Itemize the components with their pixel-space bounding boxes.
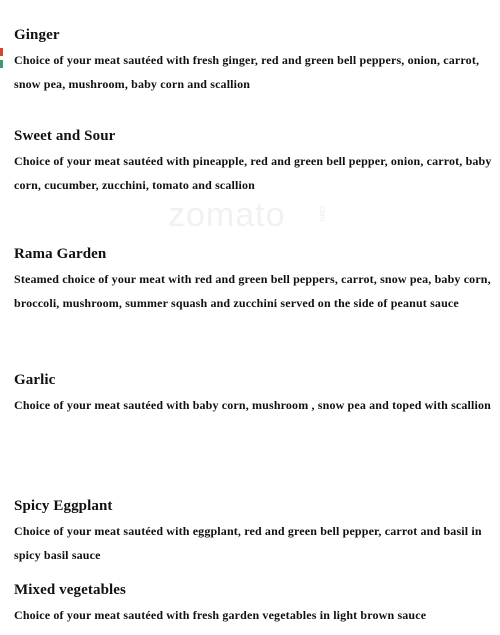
edge-mark-green: [0, 60, 3, 68]
zomato-watermark-suffix: .com: [318, 204, 327, 222]
menu-item-title: Rama Garden: [14, 246, 107, 262]
edge-color-mark: [0, 48, 3, 74]
menu-item-description: Choice of your meat sautéed with pineapple, red and green bell pepper, onion, carrot, baby corn, cucumber, zucchini, tomato and scallion: [14, 154, 492, 192]
menu-item-rama-garden: [14, 245, 492, 315]
menu-item-description: Choice of your meat sautéed with fresh garden vegetables in light brown sauce: [14, 608, 427, 622]
menu-item-title: Garlic: [14, 372, 56, 388]
menu-item-description: Choice of your meat sautéed with fresh ginger, red and green bell peppers, onion, carrot, snow pea, mushroom, baby corn and scallion: [14, 53, 480, 91]
menu-item-description: Choice of your meat sautéed with eggplant, red and green bell pepper, carrot and basil in spicy basil sauce: [14, 524, 482, 562]
menu-item-ginger: [14, 26, 492, 96]
menu-item-sweet-and-sour: [14, 127, 492, 197]
menu-item-title: Mixed vegetables: [14, 582, 126, 598]
menu-item-description: Choice of your meat sautéed with baby corn, mushroom , snow pea and toped with scallion: [14, 398, 491, 412]
menu-item-title: Sweet and Sour: [14, 128, 116, 144]
menu-item-title: Spicy Eggplant: [14, 498, 113, 514]
menu-item-mixed-vegetables: [14, 581, 492, 627]
menu-item-title: Ginger: [14, 27, 60, 43]
menu-item-description: Steamed choice of your meat with red and green bell peppers, carrot, snow pea, baby corn, broccoli, mushroom, summer squash and zucchini served on the side of peanut sauce: [14, 272, 491, 310]
menu-item-garlic: [14, 371, 492, 417]
menu-item-spicy-eggplant: [14, 497, 492, 567]
edge-mark-red: [0, 48, 3, 56]
zomato-watermark: zomato: [168, 196, 286, 234]
